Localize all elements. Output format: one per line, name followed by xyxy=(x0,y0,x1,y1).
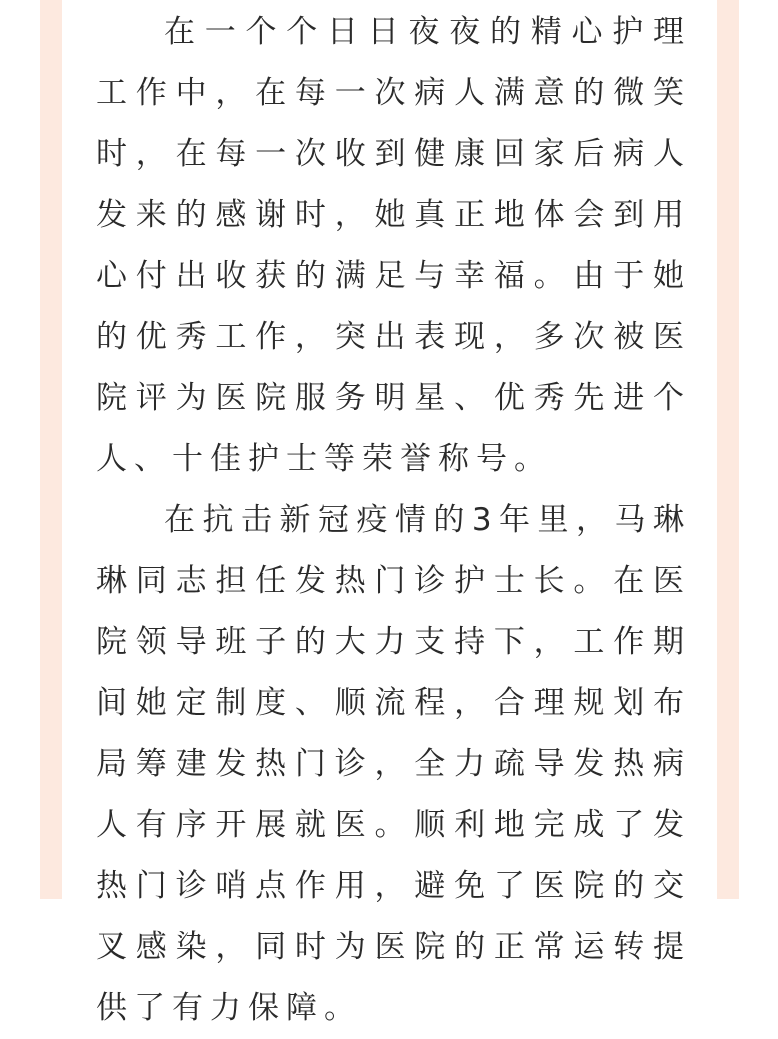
paragraph-covid-fever-clinic: 在抗击新冠疫情的3年里，马琳琳同志担任发热门诊护士长。在医院领导班子的大力支持下，工作期间她定制度、顺流程，合理规划布局筹建发热门诊，全力疏导发热病人有序开展就医。顺利地完成了发热门诊哨点作用，避免了医院的交叉感染，同时为医院的正常运转提供了有力保障。 xyxy=(96,502,691,1026)
paragraph-nursing-achievements: 在一个个日日夜夜的精心护理工作中，在每一次病人满意的微笑时，在每一次收到健康回家后病人发来的感谢时，她真正地体会到用心付出收获的满足与幸福。由于她的优秀工作，突出表现，多次被医院评为医院服务明星、优秀先进个人、十佳护士等荣誉称号。 xyxy=(96,14,691,477)
article-body xyxy=(96,0,691,1039)
left-decorative-border xyxy=(40,0,62,899)
right-decorative-border xyxy=(717,0,739,899)
